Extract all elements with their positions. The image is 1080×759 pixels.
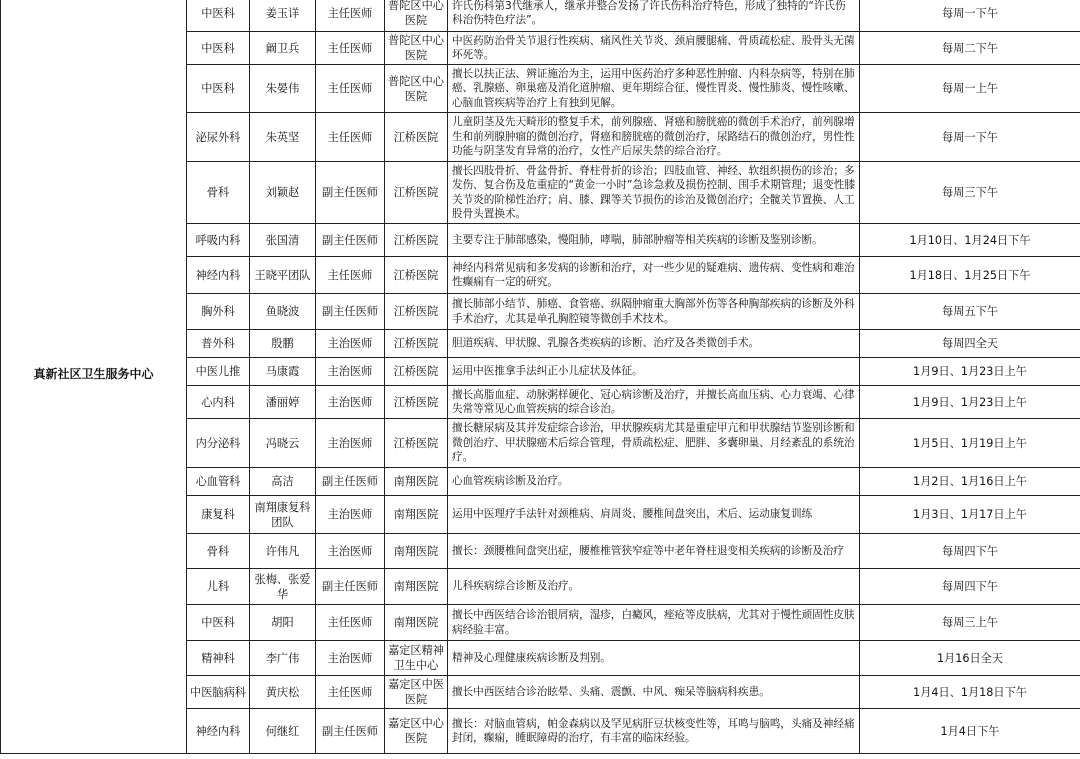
specialty-cell: 运用中医推拿手法纠正小儿症状及体征。	[448, 358, 860, 386]
clinic-time-cell: 1月3日、1月17日上午	[860, 496, 1080, 534]
title-cell: 主治医师	[316, 641, 385, 676]
clinic-time-cell: 每周一上午	[860, 65, 1080, 113]
doctor-name-cell: 阚卫兵	[250, 32, 316, 65]
clinic-time-cell: 每周四下午	[860, 534, 1080, 569]
specialty-cell: 神经内科常见病和多发病的诊断和治疗，对一些少见的疑难病、遗传病、变性病和难治性癫痫有一定的研究。	[448, 257, 860, 294]
doctor-name-cell: 朱英坚	[250, 113, 316, 162]
doctor-name-cell: 马康霞	[250, 358, 316, 386]
specialty-cell: 心血管疾病诊断及治疗。	[448, 468, 860, 496]
clinic-time-cell: 1月9日、1月23日上午	[860, 358, 1080, 386]
hospital-cell: 江桥医院	[385, 294, 448, 330]
title-cell: 主治医师	[316, 496, 385, 534]
hospital-cell: 江桥医院	[385, 113, 448, 162]
title-cell: 主任医师	[316, 257, 385, 294]
specialty-cell: 精神及心理健康疾病诊断及判别。	[448, 641, 860, 676]
hospital-cell: 嘉定区中心医院	[385, 709, 448, 754]
specialty-cell: 儿科疾病综合诊断及治疗。	[448, 569, 860, 605]
title-cell: 主治医师	[316, 330, 385, 358]
department-cell: 神经内科	[187, 709, 250, 754]
clinic-time-cell: 每周三下午	[860, 162, 1080, 224]
title-cell: 副主任医师	[316, 162, 385, 224]
clinic-time-cell: 1月2日、1月16日上午	[860, 468, 1080, 496]
title-cell: 主治医师	[316, 386, 385, 419]
title-cell: 主任医师	[316, 113, 385, 162]
specialty-cell: 擅长：对脑血管病，帕金森病以及罕见病肝豆状核变性等，耳鸣与脑鸣，头痛及神经痛封闭，癫痫，睡眠障碍的治疗，有丰富的临床经验。	[448, 709, 860, 754]
clinic-time-cell: 每周一下午	[860, 113, 1080, 162]
department-cell: 中医科	[187, 0, 250, 32]
title-cell: 主治医师	[316, 534, 385, 569]
department-cell: 普外科	[187, 330, 250, 358]
specialty-cell: 擅长：颈腰椎间盘突出症，腰椎椎管狭窄症等中老年脊柱退变相关疾病的诊断及治疗	[448, 534, 860, 569]
hospital-cell: 江桥医院	[385, 162, 448, 224]
department-cell: 中医科	[187, 65, 250, 113]
hospital-cell: 嘉定区精神卫生中心	[385, 641, 448, 676]
department-cell: 儿科	[187, 569, 250, 605]
title-cell: 副主任医师	[316, 709, 385, 754]
department-cell: 呼吸内科	[187, 224, 250, 257]
doctor-name-cell: 朱晏伟	[250, 65, 316, 113]
clinic-time-cell: 1月10日、1月24日下午	[860, 224, 1080, 257]
clinic-time-cell: 每周二下午	[860, 32, 1080, 65]
department-cell: 精神科	[187, 641, 250, 676]
title-cell: 副主任医师	[316, 569, 385, 605]
hospital-cell: 南翔医院	[385, 534, 448, 569]
clinic-time-cell: 每周四全天	[860, 330, 1080, 358]
doctor-name-cell: 潘丽婷	[250, 386, 316, 419]
clinic-time-cell: 每周三上午	[860, 605, 1080, 641]
hospital-cell: 普陀区中心医院	[385, 32, 448, 65]
clinic-time-cell: 每周一下午	[860, 0, 1080, 32]
department-cell: 胸外科	[187, 294, 250, 330]
specialty-cell: 擅长中西医结合诊治眩晕、头痛、震颤、中风、痴呆等脑病科疾患。	[448, 676, 860, 709]
hospital-cell: 江桥医院	[385, 330, 448, 358]
specialty-cell: 擅长糖尿病及其并发症综合诊治，甲状腺疾病尤其是重症甲亢和甲状腺结节鉴别诊断和微创治疗、甲状腺癌术后综合管理，骨质疏松症、肥胖、多囊卵巢、月经紊乱的系统治疗。	[448, 419, 860, 468]
department-cell: 心血管科	[187, 468, 250, 496]
doctor-name-cell: 何继红	[250, 709, 316, 754]
specialty-cell: 擅长四肢骨折、骨盆骨折、脊柱骨折的诊治；四肢血管、神经、软组织损伤的诊治；多发伤、复合伤及危重症的“黄金一小时”急诊急救及损伤控制、围手术期管理；退变性膝关节炎的阶梯性治疗；肩、膝、踝等关节损伤的诊治及微创治疗；全髋关节置换、人工股骨头置换术。	[448, 162, 860, 224]
clinic-time-cell: 每周四下午	[860, 569, 1080, 605]
title-cell: 主任医师	[316, 32, 385, 65]
hospital-cell: 嘉定区中医医院	[385, 676, 448, 709]
department-cell: 中医科	[187, 32, 250, 65]
department-cell: 内分泌科	[187, 419, 250, 468]
doctor-name-cell: 李广伟	[250, 641, 316, 676]
title-cell: 主任医师	[316, 605, 385, 641]
clinic-time-cell: 1月16日全天	[860, 641, 1080, 676]
specialty-cell: 主要专注于肺部感染，慢阻肺，哮喘，肺部肿瘤等相关疾病的诊断及鉴别诊断。	[448, 224, 860, 257]
doctor-name-cell: 姜玉详	[250, 0, 316, 32]
doctor-name-cell: 鱼晓波	[250, 294, 316, 330]
clinic-time-cell: 1月4日下午	[860, 709, 1080, 754]
specialty-cell: 擅长中西医结合诊治银屑病，湿疹，白癜风，痤疮等皮肤病，尤其对于慢性顽固性皮肤病经验丰富。	[448, 605, 860, 641]
doctor-name-cell: 胡阳	[250, 605, 316, 641]
doctor-name-cell: 冯晓云	[250, 419, 316, 468]
specialty-cell: 中医药防治骨关节退行性疾病、痛风性关节炎、颈肩腰腿痛、骨质疏松症、股骨头无菌坏死等。	[448, 32, 860, 65]
table-row	[1, 0, 1080, 32]
title-cell: 副主任医师	[316, 294, 385, 330]
title-cell: 主任医师	[316, 676, 385, 709]
specialty-cell: 儿童阴茎及先天畸形的整复手术，前列腺癌、肾癌和膀胱癌的微创手术治疗，前列腺增生和前列腺肿瘤的微创治疗，肾癌和膀胱癌的微创治疗，尿路结石的微创治疗，男性性功能与阴茎发育异常的治疗，女性产后尿失禁的综合治疗。	[448, 113, 860, 162]
doctor-name-cell: 王晓平团队	[250, 257, 316, 294]
department-cell: 骨科	[187, 162, 250, 224]
doctor-name-cell: 许伟凡	[250, 534, 316, 569]
hospital-cell: 南翔医院	[385, 569, 448, 605]
hospital-cell: 普陀区中心医院	[385, 0, 448, 32]
department-cell: 泌尿外科	[187, 113, 250, 162]
clinic-time-cell: 1月9日、1月23日上午	[860, 386, 1080, 419]
clinic-time-cell: 每周五下午	[860, 294, 1080, 330]
title-cell: 主任医师	[316, 0, 385, 32]
hospital-cell: 普陀区中心医院	[385, 65, 448, 113]
clinic-time-cell: 1月4日、1月18日下午	[860, 676, 1080, 709]
specialty-cell: 擅长肺部小结节、肺癌、食管癌、纵隔肿瘤重大胸部外伤等各种胸部疾病的诊断及外科手术治疗，尤其是单孔胸腔镜等微创手术技术。	[448, 294, 860, 330]
clinic-time-cell: 1月18日、1月25日下午	[860, 257, 1080, 294]
hospital-cell: 江桥医院	[385, 358, 448, 386]
hospital-cell: 江桥医院	[385, 419, 448, 468]
title-cell: 副主任医师	[316, 468, 385, 496]
hospital-cell: 江桥医院	[385, 386, 448, 419]
specialty-cell: 许氏伤科第3代继承人，继承并整合发扬了许氏伤科治疗特色，形成了独特的“许氏伤科治伤特色疗法”。	[448, 0, 860, 32]
doctor-name-cell: 张国清	[250, 224, 316, 257]
hospital-cell: 江桥医院	[385, 224, 448, 257]
hospital-cell: 江桥医院	[385, 257, 448, 294]
specialty-cell: 运用中医理疗手法针对颈椎病、肩周炎、腰椎间盘突出，术后、运动康复训练	[448, 496, 860, 534]
specialty-cell: 擅长以扶正法、辨证施治为主，运用中医药治疗多种恶性肿瘤、内科杂病等，特别在肺癌、乳腺癌、卵巢癌及消化道肿瘤、更年期综合征、慢性胃炎、慢性肺炎、慢性咳嗽、心脑血管疾病等治疗上有独到见解。	[448, 65, 860, 113]
hospital-cell: 南翔医院	[385, 605, 448, 641]
title-cell: 副主任医师	[316, 224, 385, 257]
service-center-name: 真新社区卫生服务中心	[1, 0, 187, 754]
department-cell: 中医科	[187, 605, 250, 641]
department-cell: 中医脑病科	[187, 676, 250, 709]
department-cell: 中医儿推	[187, 358, 250, 386]
doctor-name-cell: 刘颖赵	[250, 162, 316, 224]
department-cell: 心内科	[187, 386, 250, 419]
hospital-cell: 南翔医院	[385, 468, 448, 496]
clinic-time-cell: 1月5日、1月19日上午	[860, 419, 1080, 468]
title-cell: 主治医师	[316, 358, 385, 386]
schedule-body	[1, 0, 1080, 754]
doctor-name-cell: 黄庆松	[250, 676, 316, 709]
department-cell: 神经内科	[187, 257, 250, 294]
doctor-name-cell: 南翔康复科团队	[250, 496, 316, 534]
department-cell: 康复科	[187, 496, 250, 534]
title-cell: 主治医师	[316, 419, 385, 468]
specialty-cell: 擅长高脂血症、动脉粥样硬化、冠心病诊断及治疗，并擅长高血压病、心力衰竭、心律失常等常见心血管疾病的综合诊治。	[448, 386, 860, 419]
doctor-name-cell: 张梅、张爱华	[250, 569, 316, 605]
doctor-name-cell: 殷鹏	[250, 330, 316, 358]
department-cell: 骨科	[187, 534, 250, 569]
hospital-cell: 南翔医院	[385, 496, 448, 534]
doctor-name-cell: 高洁	[250, 468, 316, 496]
title-cell: 主任医师	[316, 65, 385, 113]
specialty-cell: 胆道疾病、甲状腺、乳腺各类疾病的诊断、治疗及各类微创手术。	[448, 330, 860, 358]
